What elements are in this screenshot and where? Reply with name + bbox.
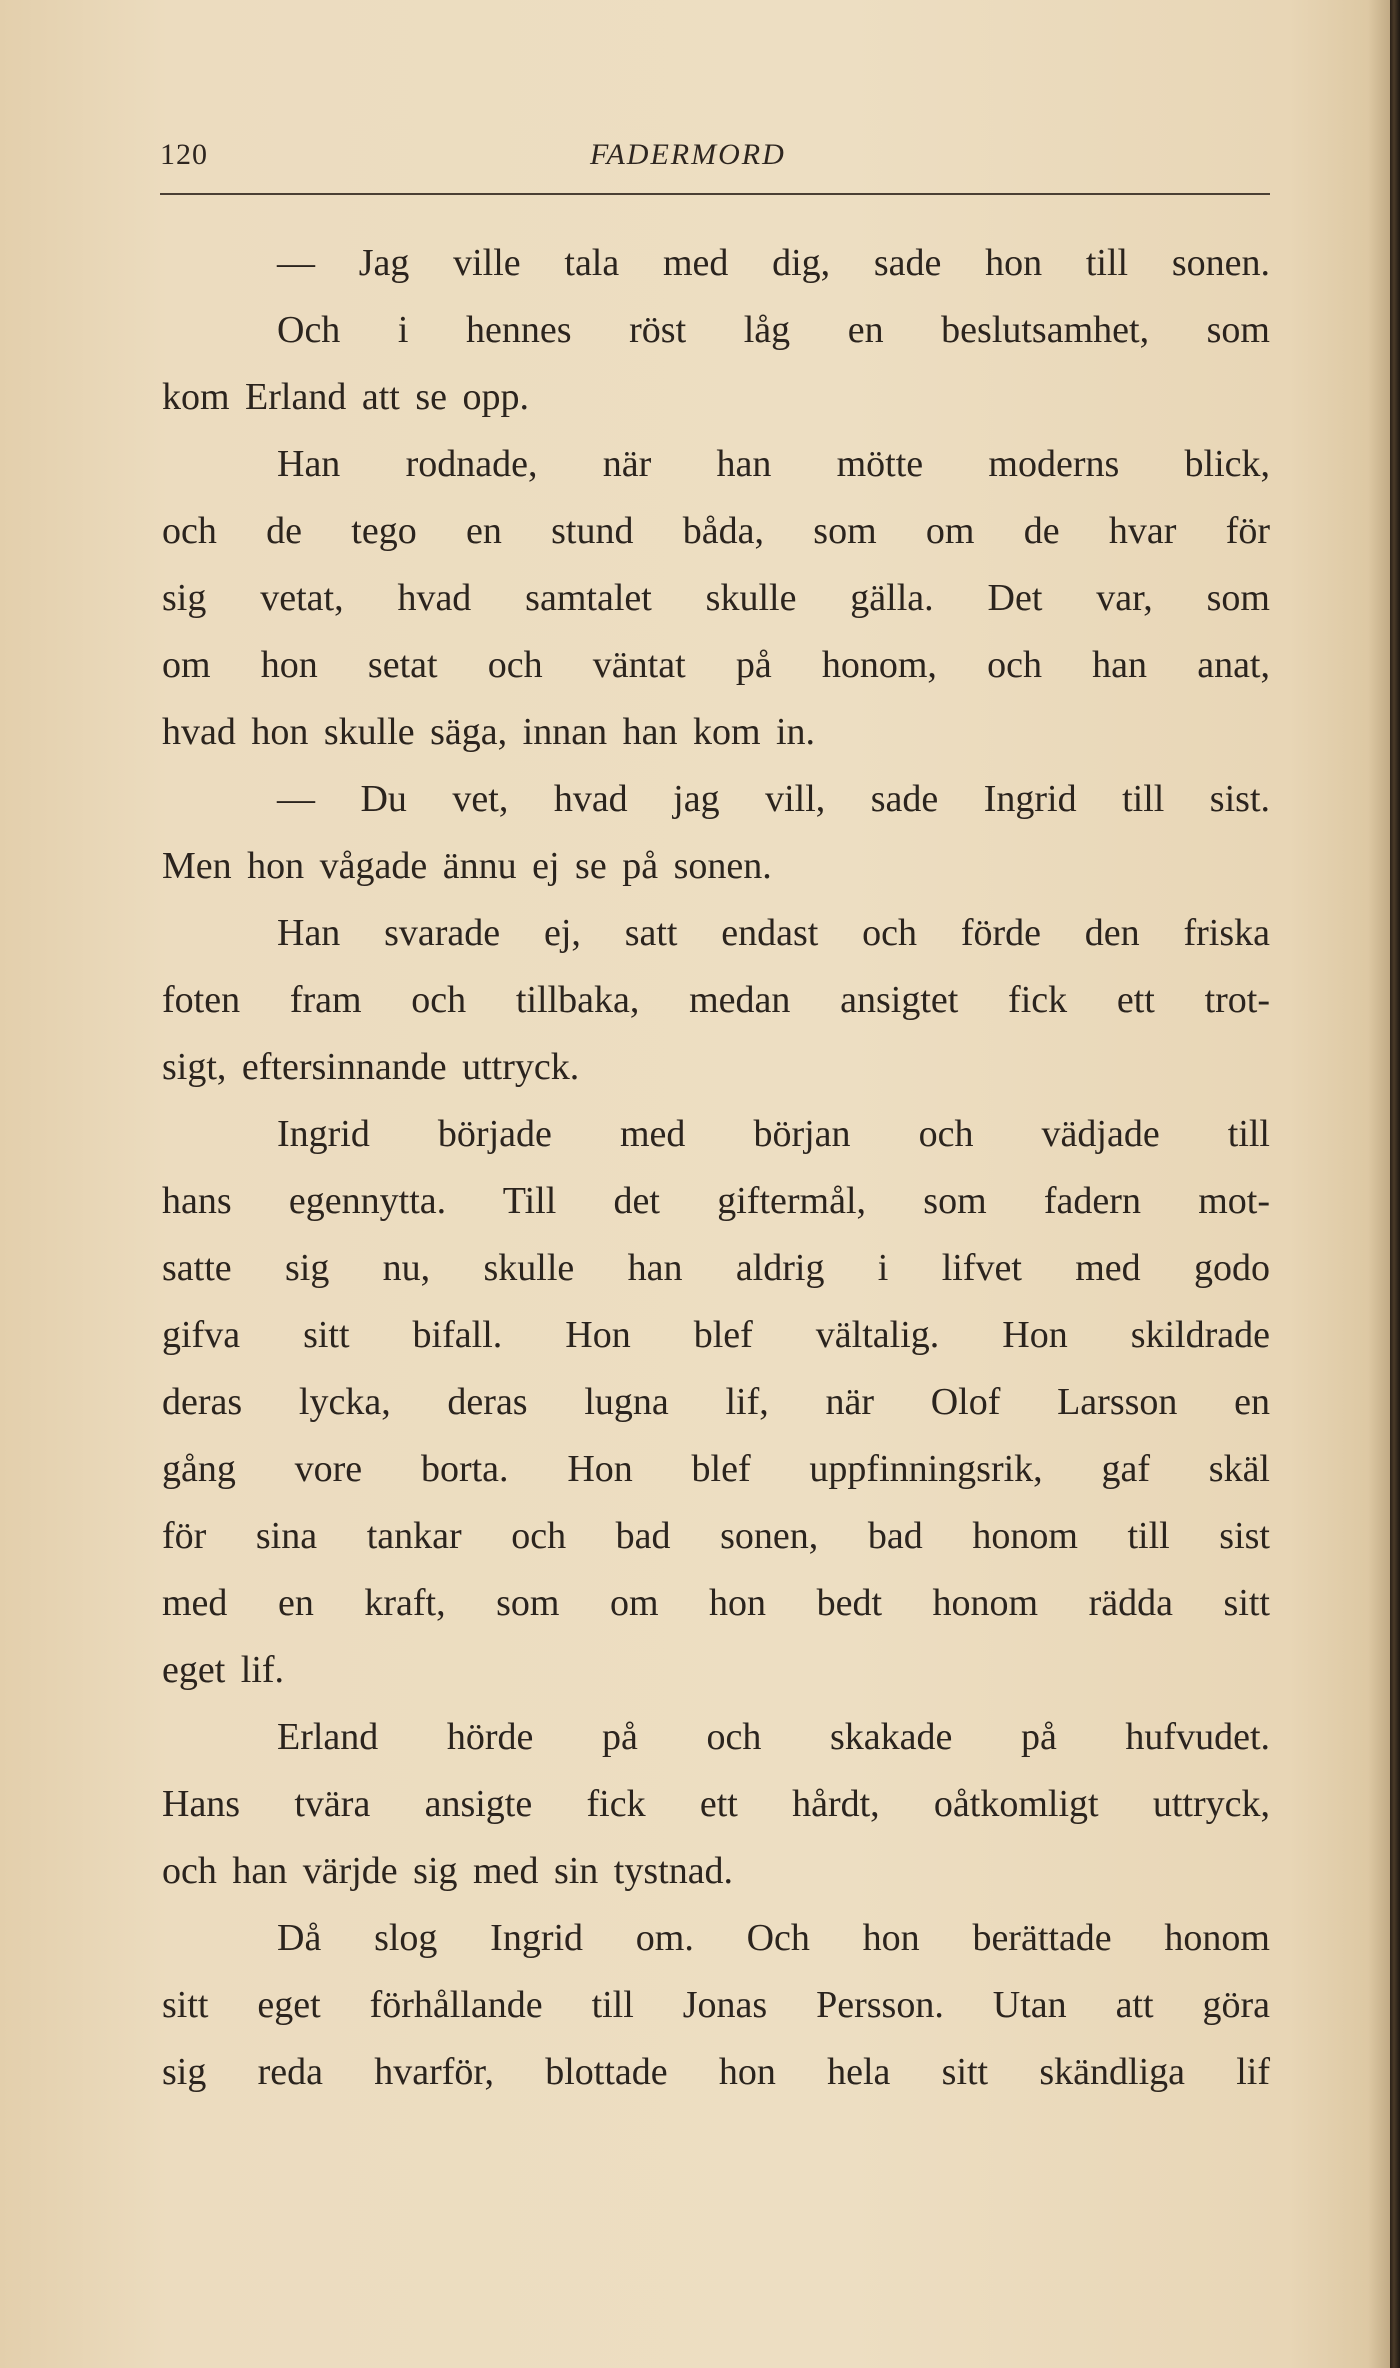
text-line: deras lycka, deras lugna lif, när Olof Larsson en bbox=[162, 1381, 1270, 1423]
text-line: Och i hennes röst låg en beslutsamhet, som bbox=[277, 309, 1270, 351]
text-line: gång vore borta. Hon blef uppfinningsrik, gaf skäl bbox=[162, 1448, 1270, 1490]
text-line: kom Erland att se opp. bbox=[162, 376, 529, 418]
text-line: Då slog Ingrid om. Och hon berättade honom bbox=[277, 1917, 1270, 1959]
body-text bbox=[162, 230, 1270, 2106]
text-line: gifva sitt bifall. Hon blef vältalig. Hon skildrade bbox=[162, 1314, 1270, 1356]
text-line: Erland hörde på och skakade på hufvudet. bbox=[277, 1716, 1270, 1758]
text-line: för sina tankar och bad sonen, bad honom till sist bbox=[162, 1515, 1270, 1557]
text-line: eget lif. bbox=[162, 1649, 285, 1691]
text-line: sigt, eftersinnande uttryck. bbox=[162, 1046, 580, 1088]
text-line: Hans tvära ansigte fick ett hårdt, oåtkomligt uttryck, bbox=[162, 1783, 1270, 1825]
text-line: sig vetat, hvad samtalet skulle gälla. Det var, som bbox=[162, 577, 1270, 619]
text-line: sig reda hvarför, blottade hon hela sitt skändliga lif bbox=[162, 2051, 1270, 2093]
text-line: hans egennytta. Till det giftermål, som fadern mot- bbox=[162, 1180, 1270, 1222]
text-line: sitt eget förhållande till Jonas Persson. Utan att göra bbox=[162, 1984, 1270, 2026]
text-line: med en kraft, som om hon bedt honom rädda sitt bbox=[162, 1582, 1270, 1624]
book-edge bbox=[1390, 0, 1400, 2368]
text-line: — Du vet, hvad jag vill, sade Ingrid till sist. bbox=[277, 778, 1270, 820]
text-line: Han svarade ej, satt endast och förde den friska bbox=[277, 912, 1270, 954]
page-edge-shadow bbox=[1368, 0, 1390, 2368]
page-number: 120 bbox=[160, 138, 208, 171]
header-rule bbox=[160, 193, 1270, 195]
text-line: Han rodnade, när han mötte moderns blick, bbox=[277, 443, 1270, 485]
text-line: — Jag ville tala med dig, sade hon till sonen. bbox=[277, 242, 1270, 284]
text-line: Men hon vågade ännu ej se på sonen. bbox=[162, 845, 772, 887]
text-line: Ingrid började med början och vädjade till bbox=[277, 1113, 1270, 1155]
text-line: och han värjde sig med sin tystnad. bbox=[162, 1850, 734, 1892]
running-head bbox=[160, 138, 1270, 188]
text-line: satte sig nu, skulle han aldrig i lifvet med godo bbox=[162, 1247, 1270, 1289]
running-title: FADERMORD bbox=[590, 138, 786, 171]
text-line: hvad hon skulle säga, innan han kom in. bbox=[162, 711, 816, 753]
text-line: om hon setat och väntat på honom, och han anat, bbox=[162, 644, 1270, 686]
text-line: och de tego en stund båda, som om de hvar för bbox=[162, 510, 1270, 552]
text-line: foten fram och tillbaka, medan ansigtet fick ett trot- bbox=[162, 979, 1270, 1021]
